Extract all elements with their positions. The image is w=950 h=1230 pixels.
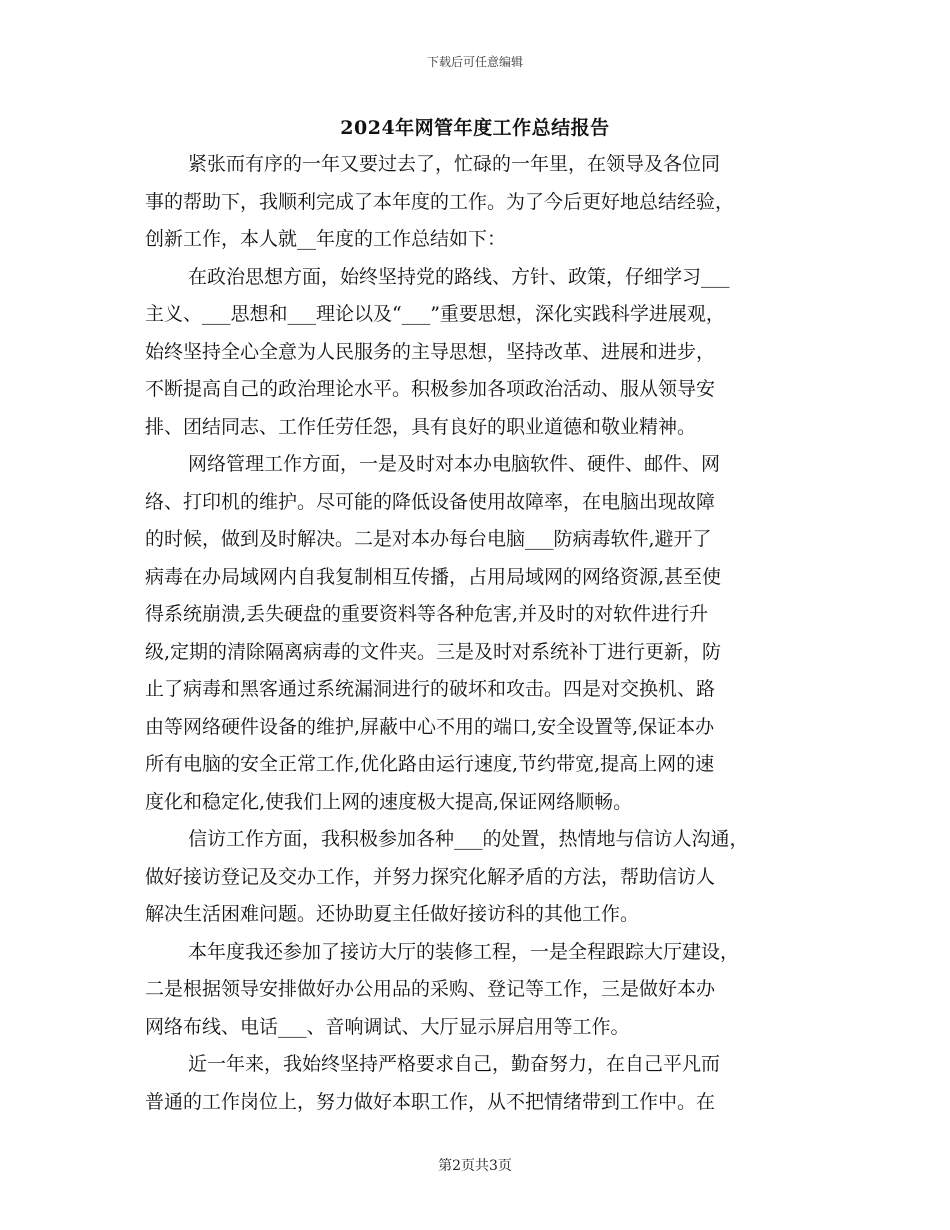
text-line: 事的帮助下，我顺利完成了本年度的工作。为了今后更好地总结经验， — [145, 190, 735, 213]
document-body — [145, 146, 815, 1121]
text-line: 得系统崩溃,丢失硬盘的重要资料等各种危害,并及时的对软件进行升 — [145, 603, 709, 625]
text-line: 的时候，做到及时解决。二是对本办每台电脑___防病毒软件,避开了 — [145, 528, 712, 550]
text-line: 在政治思想方面，始终坚持党的路线、方针、政策，仔细学习___ — [188, 265, 730, 288]
text-line: 止了病毒和黑客通过系统漏洞进行的破坏和攻击。四是对交换机、路 — [145, 678, 716, 700]
text-line: 二是根据领导安排做好办公用品的采购、登记等工作，三是做好本办 — [145, 978, 716, 1000]
text-line: 主义、___思想和___理论以及“___”重要思想，深化实践科学进展观， — [145, 303, 725, 325]
text-line: 网络布线、电话___、音响调试、大厅显示屏启用等工作。 — [145, 1015, 630, 1038]
text-line: 本年度我还参加了接访大厅的装修工程，一是全程跟踪大厅建设， — [188, 940, 740, 963]
text-line: 不断提高自己的政治理论水平。积极参加各项政治活动、服从领导安 — [145, 378, 716, 400]
document-title: 2024年网管年度工作总结报告 — [340, 117, 610, 139]
page-footer: 第2页共3页 — [438, 1158, 512, 1174]
text-line: 普通的工作岗位上，努力做好本职工作，从不把情绪带到工作中。在 — [145, 1090, 716, 1113]
text-line: 信访工作方面，我积极参加各种___的处置，热情地与信访人沟通， — [188, 828, 749, 850]
text-line: 做好接访登记及交办工作，并努力探究化解矛盾的方法，帮助信访人 — [145, 865, 716, 888]
text-line: 解决生活困难问题。还协助夏主任做好接访科的其他工作。 — [145, 903, 640, 925]
text-line: 度化和稳定化,使我们上网的速度极大提高,保证网络顺畅。 — [145, 790, 633, 813]
text-line: 所有电脑的安全正常工作,优化路由运行速度,节约带宽,提高上网的速 — [145, 753, 715, 775]
text-line: 病毒在办局域网内自我复制相互传播，占用局域网的网络资源,甚至使 — [145, 565, 722, 588]
text-line: 创新工作，本人就__年度的工作总结如下： — [145, 228, 507, 250]
text-line: 由等网络硬件设备的维护,屏蔽中心不用的端口,安全设置等,保证本办 — [145, 715, 715, 738]
text-line: 络、打印机的维护。尽可能的降低设备使用故障率，在电脑出现故障 — [145, 490, 716, 513]
text-line: 始终坚持全心全意为人民服务的主导思想，坚持改革、进展和进步， — [145, 340, 716, 363]
text-line: 紧张而有序的一年又要过去了，忙碌的一年里，在领导及各位同 — [188, 153, 721, 175]
page-header: 下载后可任意编辑 — [426, 55, 523, 69]
text-line: 排、团结同志、工作任劳任怨，具有良好的职业道德和敬业精神。 — [145, 415, 697, 438]
text-line: 近一年来，我始终坚持严格要求自己，勤奋努力，在自己平凡而 — [188, 1053, 721, 1075]
text-line: 级,定期的清除隔离病毒的文件夹。三是及时对系统补丁进行更新，防 — [145, 640, 722, 663]
text-line: 网络管理工作方面，一是及时对本办电脑软件、硬件、邮件、网 — [188, 453, 721, 475]
